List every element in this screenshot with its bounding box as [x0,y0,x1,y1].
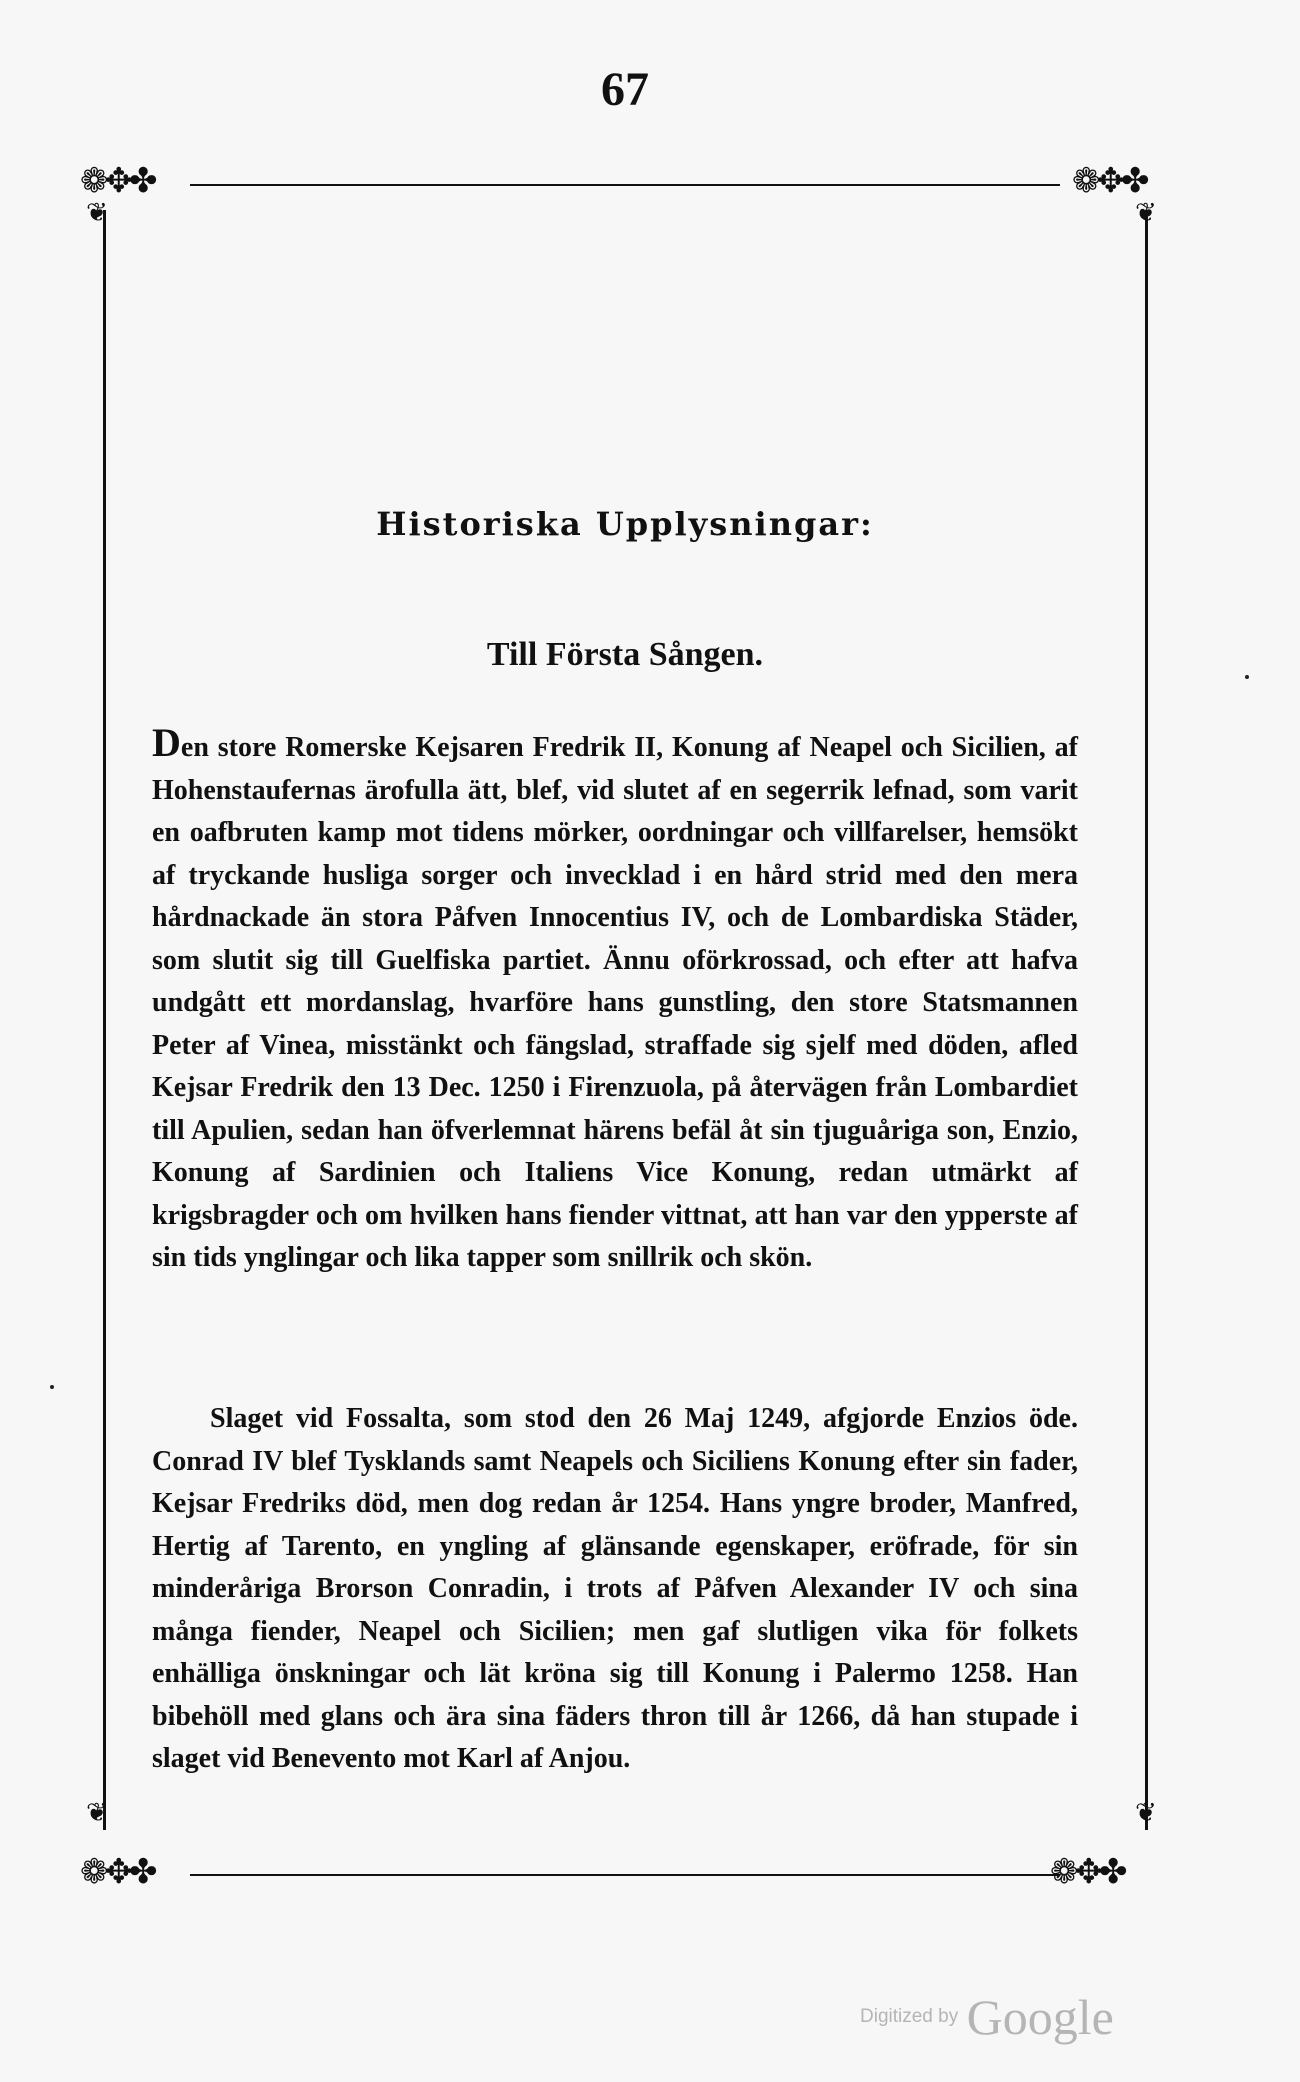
corner-ornament-icon: ❁✥✤ [80,161,154,201]
corner-ornament-icon: ❁✥✤ [1072,161,1146,201]
corner-ornament-icon: ❁✥✤ [80,1852,154,1892]
digitized-watermark [860,1988,1114,2046]
print-speck [1245,675,1249,679]
page-number: 67 [601,63,649,116]
frame-bottom-rule [190,1874,1060,1876]
drop-cap: D [152,720,181,765]
paragraph-2: Slaget vid Fossalta, som stod den 26 Maj 1249, afgjorde Enzios öde. Conrad IV blef Tysklands samt Neapels och Siciliens Konung efter sin fader, Kejsar Fredriks död, men dog redan år 1254. Hans yngre broder, Manfred, Hertig af Tarento, en yngling af glänsande egenskaper, eröfrade, för sin minderåriga Brorson Conradin, i trots af Påfven Alexander IV och sina många fiender, Neapel och Sicilien; men gaf slutligen vika för folkets enhälliga önskningar och lät kröna sig till Konung i Palermo 1258. Han bibehöll med glans och ära sina fäders thron till år 1266, då han stupade i slaget vid Benevento mot Karl af Anjou. [152,1403,1078,1774]
frame-right-rule [1145,210,1148,1830]
google-logo: Google [966,1989,1114,2045]
frame-top-rule [190,184,1060,186]
corner-ornament-icon: ❁✥✤ [1050,1852,1124,1892]
paragraph-1 [152,722,1078,1280]
side-ornament-icon: ❦ [1135,1798,1157,1828]
side-ornament-icon: ❦ [86,198,108,228]
section-heading: Historiska Upplysningar: [376,505,874,543]
watermark-prefix: Digitized by [860,2006,959,2027]
frame-left-rule [103,210,106,1830]
side-ornament-icon: ❦ [1135,198,1157,228]
paragraph-1-text: en store Romerske Kejsaren Fredrik II, Konung af Neapel och Sicilien, af Hohenstaufernas ärofulla ätt, blef, vid slutet af en segerrik lefnad, som varit en oafbruten kamp mot tidens mörker, oordningar och villfarelser, hemsökt af tryckande husliga sorger och invecklad i en hård strid med den mera hårdnackade än stora Påfven Innocentius IV, och de Lombardiska Städer, som slutit sig till Guelfiska partiet. Ännu oförkrossad, och efter att hafva undgått ett mordanslag, hvarföre hans gunstling, den store Statsmannen Peter af Vinea, misstänkt och fängslad, straffade sig sjelf med döden, afled Kejsar Fredrik den 13 Dec. 1250 i Firenzuola, på återvägen från Lombardiet till Apulien, sedan han öfverlemnat härens befäl åt sin tjuguåriga son, Enzio, Konung af Sardinien och Italiens Vice Konung, redan utmärkt af krigsbragder och om hvilken hans fiender vittnat, att han var den ypperste af sin tids ynglingar och lika tapper som snillrik och skön. [152,732,1078,1273]
side-ornament-icon: ❦ [86,1798,108,1828]
section-subheading: Till Första Sången. [486,636,764,673]
print-speck [50,1385,54,1389]
